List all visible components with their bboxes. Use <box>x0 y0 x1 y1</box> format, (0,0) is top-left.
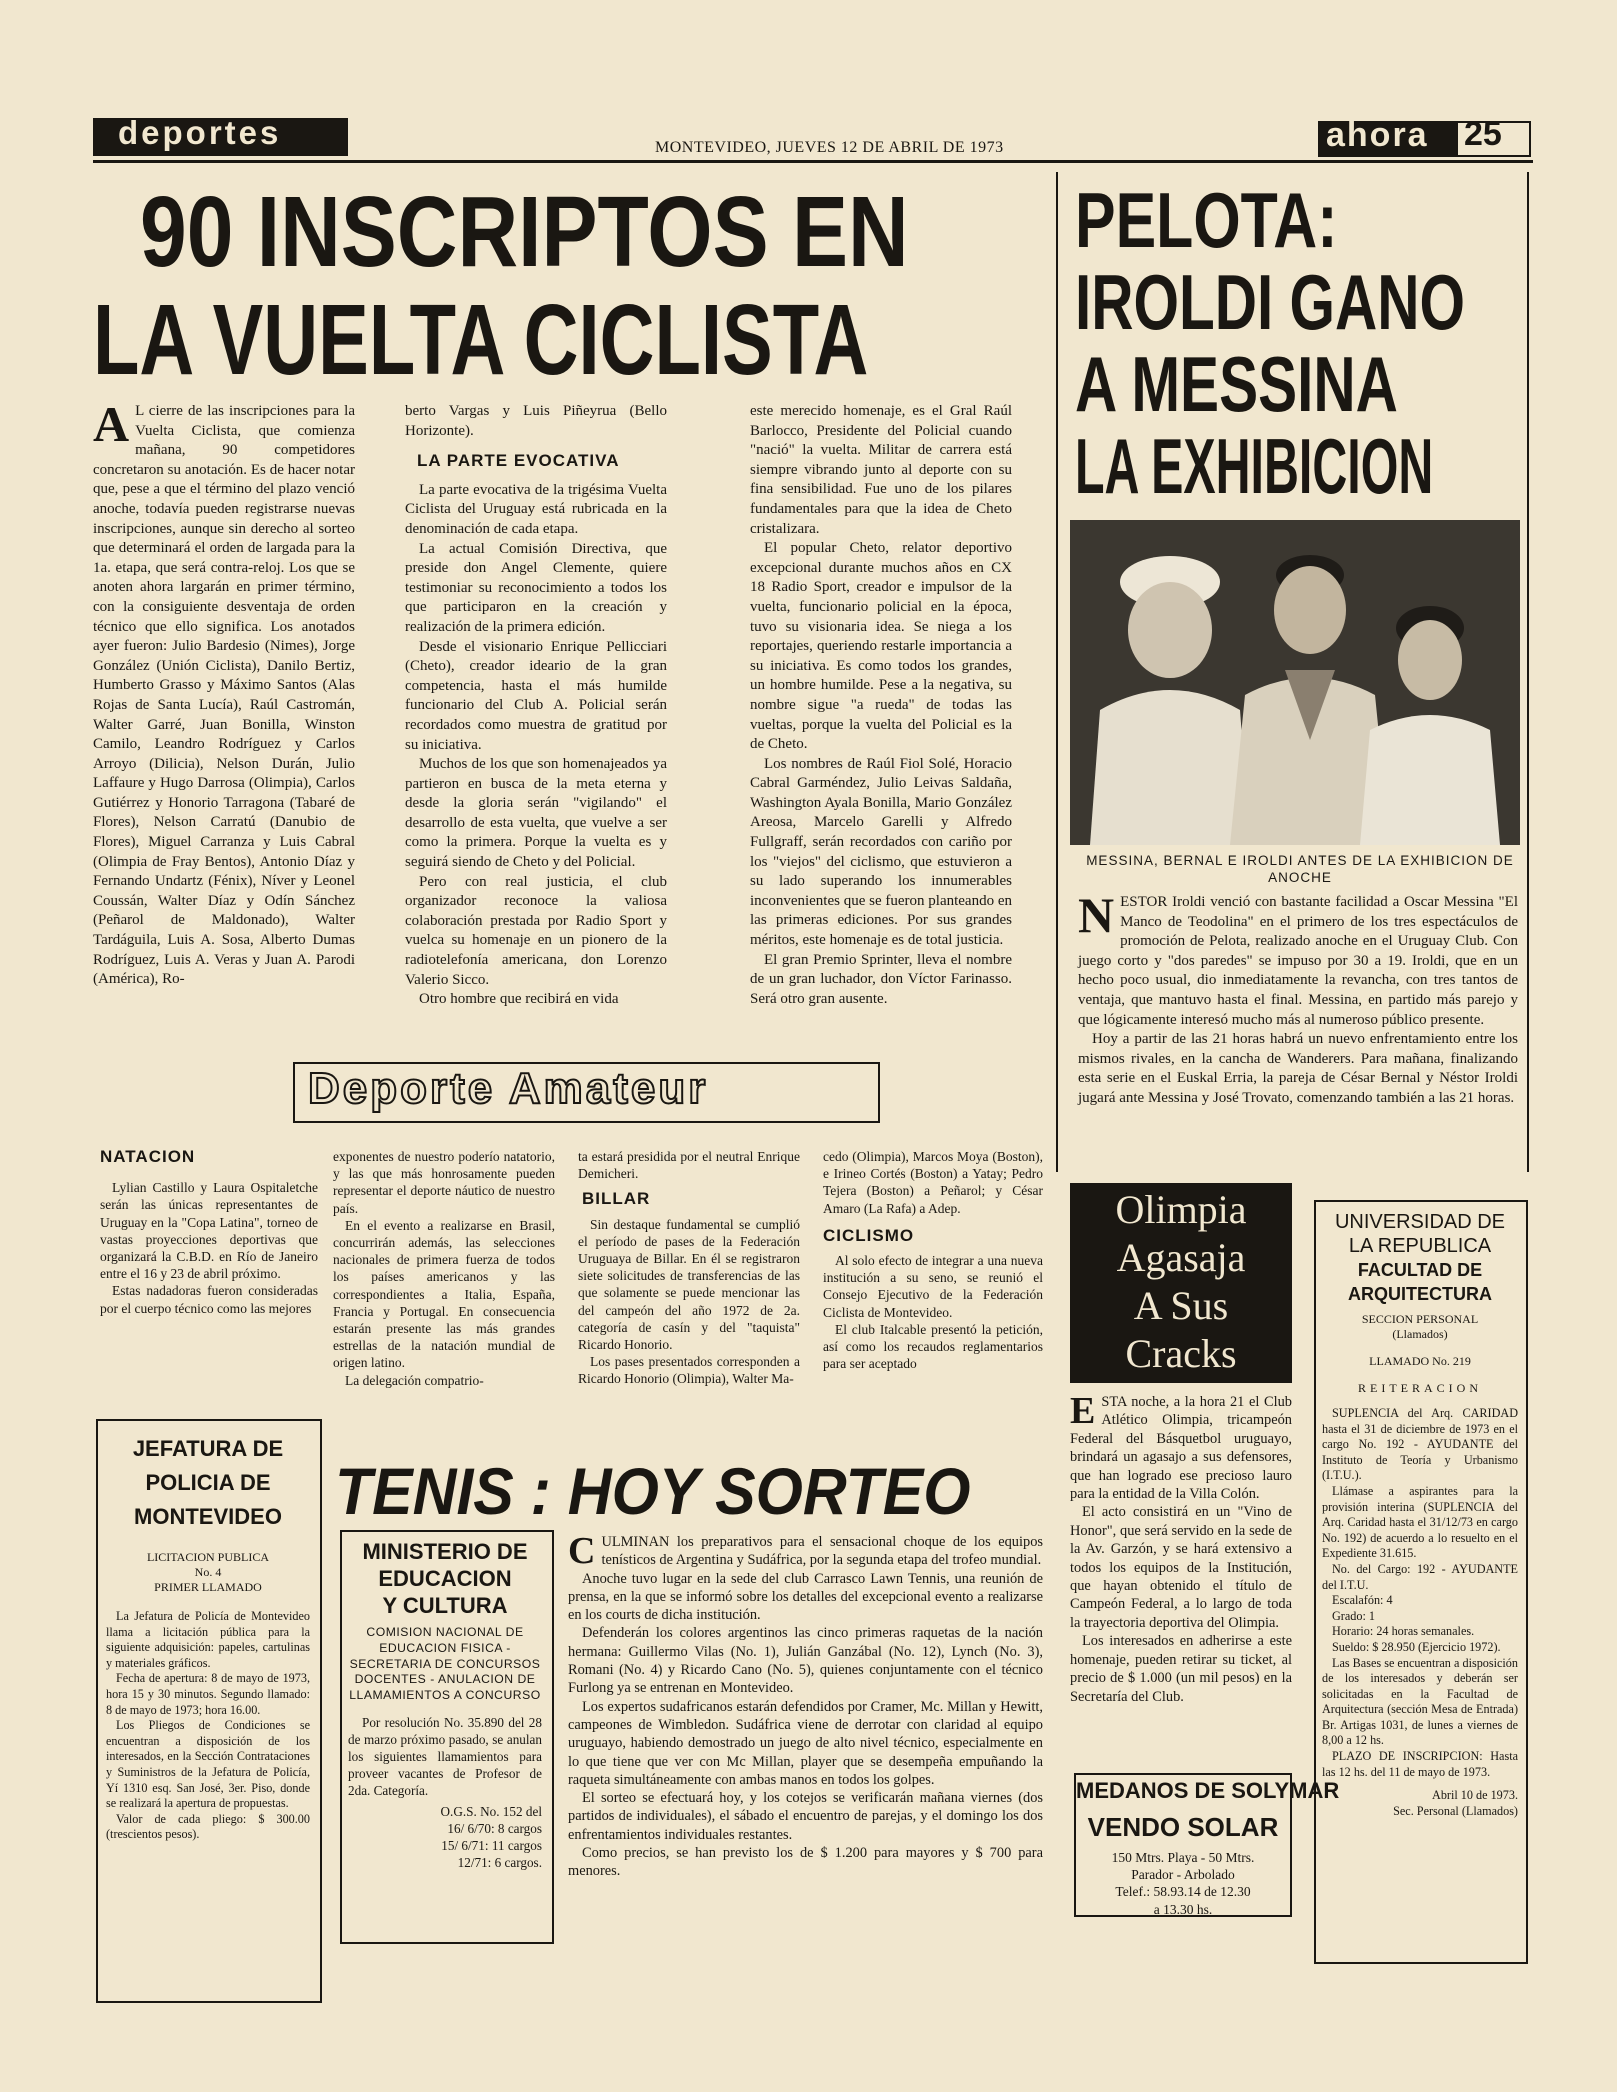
solymar-line: Parador - Arbolado <box>1131 1867 1235 1883</box>
tenis-body <box>568 1530 1043 1881</box>
paragraph: La Jefatura de Policía de Montevideo llama a licitación pública para la siguiente adquisición: papeles, cartulinas y materiales gráficos. <box>106 1609 310 1670</box>
jefatura-title: JEFATURA DE <box>132 1436 284 1461</box>
natacion-title: NATACION <box>100 1147 196 1166</box>
paragraph: El club Italcable presentó la petición, así como los recaudos reglamentarios para ser aceptado <box>823 1321 1043 1372</box>
dateline: MONTEVIDEO, JUEVES 12 DE ABRIL DE 1973 <box>655 139 1004 156</box>
paragraph: Como precios, se han previsto los de $ 1.200 para mayores y $ 700 para menores. <box>568 1845 1043 1880</box>
ministerio-row: 15/ 6/71: 11 cargos <box>441 1837 542 1853</box>
paragraph: este merecido homenaje, es el Gral Raúl Barlocco, Presidente del Policial cuando "nació" la vuelta. Militar de carrera está siempre vibrando junto al deporte con su fina sensibilidad. Fue uno de los pilares fundamentales para que la idea de Cheto cristalizara. <box>750 403 1012 537</box>
cycling-column-2 <box>405 402 667 1010</box>
paragraph: cedo (Olimpia), Marcos Moya (Boston), e Irineo Cortés (Boston) a Yatay; Pedro Tejera (Boston) a Peñarol; y César Amaro (La Rafa) a Adep. <box>823 1149 1043 1216</box>
section-label-text: deportes <box>118 114 282 151</box>
paragraph: Fecha de apertura: 8 de mayo de 1973, hora 15 y 30 minutos. Segundo llamado: 8 de mayo de 1973; hora 16.00. <box>106 1671 310 1717</box>
subhead: LA PARTE EVOCATIVA <box>417 451 620 471</box>
ministerio-title: Y CULTURA <box>382 1593 508 1618</box>
headline-line-1: 90 INSCRIPTOS EN <box>140 176 909 288</box>
pelota-headline-2: IROLDI GANO <box>1075 258 1465 346</box>
paragraph: ESTOR Iroldi venció con bastante facilidad a Oscar Messina "El Manco de Teodolina" en el primero de los tres espectáculos de promoción de Pelota, realizado anoche en el Uruguay Club. Con juego corto y "dos paredes" se impuso por 30 a 19. Iroldi, que en un hecho poco usual, dio inmediatamente la revancha, con tres tantos de ventaja, que mantuvo hasta el final. Messina, en partido más parejo y que lógicamente interesó mucho más al numeroso público presente. <box>1078 894 1518 1028</box>
paragraph: Los nombres de Raúl Fiol Solé, Horacio Cabral Garméndez, Julio Leivas Saldaña, Washington Ayala Bonilla, Mario González Areosa, Marcelo Garelli y Alfredo Fullgraff, serán recordados con cariño por los "viejos" del ciclismo, que estuvieron a su lado superando los innumerables inconvenientes que se fueron planteando en las primeras ediciones. Por sus grandes méritos, este homenaje es de total justicia. <box>750 755 1012 949</box>
paragraph: ULMINAN los preparativos para el sensacional choque de los equipos tenísticos de Argentina y Sudáfrica, por la segunda etapa del trofeo mundial. <box>601 1534 1043 1569</box>
universidad-line: FACULTAD DE <box>1357 1260 1483 1280</box>
paragraph: El popular Cheto, relator deportivo excepcional durante muchos años en CX 18 Radio Sport, creador e impulsor de la vuelta, funcionario policial en la época, tuvo su visionaria idea. Se niega a los reportajes, queriendo restarle importancia a su iniciativa. Es como todos los grandes, un hombre humilde. Pese a la negativa, su nombre sigue "a rueda" de todas las vueltas, porque la vuelta del Policial es la de Cheto. <box>750 540 1012 753</box>
olimpia-title <box>1070 1186 1292 1378</box>
olimpia-title-3: A Sus <box>1133 1283 1229 1328</box>
drop-cap: E <box>1070 1390 1096 1432</box>
paragraph: SUPLENCIA del Arq. CARIDAD hasta el 31 de diciembre de 1973 en el cargo No. 192 - AYUDANTE del Instituto de Teoría y Urbanismo (I.T.U.). <box>1322 1406 1518 1483</box>
column-rule <box>1527 172 1529 1172</box>
paragraph: En el evento a realizarse en Brasil, concurrirán además, las selecciones nacionales de primera fuerza de todos los países americanos y las correspondientes a Italia, España, Francia y Portugal. En consecuencia estarán presente las más grandes estrellas de la natación mundial de origen latino. <box>333 1217 555 1371</box>
amateur-column-4 <box>823 1148 1043 1372</box>
notice-signature: Sec. Personal (Llamados) <box>1393 1803 1518 1818</box>
paragraph: Las Bases se encuentran a disposición de los interesados y deberán ser solicitadas en la Facultad de Arquitectura (sección Mesa de Entrada) Br. Artigas 1031, de lunes a viernes de 8,00 a 12 hs. <box>1322 1655 1518 1748</box>
ministerio-subtitle: COMISION NACIONAL DE EDUCACION FISICA - SECRETARIA DE CONCURSOS DOCENTES - ANULACION DE LLAMAMIENTOS A CONCURSO <box>349 1625 541 1703</box>
olimpia-body <box>1070 1390 1292 1706</box>
paragraph: ta estará presidida por el neutral Enrique Demicheri. <box>578 1149 800 1182</box>
universidad-line: SECCION PERSONAL <box>1361 1312 1479 1326</box>
drop-cap: A <box>93 396 130 452</box>
pelota-body <box>1078 887 1518 1109</box>
cycling-column-1 <box>93 396 355 990</box>
solymar-line: 150 Mtrs. Playa - 50 Mtrs. <box>1111 1850 1255 1865</box>
jefatura-title: MONTEVIDEO <box>134 1504 282 1529</box>
paragraph: Al solo efecto de integrar a una nueva institución a su seno, se reunió el Consejo Ejecutivo de la Federación Ciclista de Montevideo. <box>823 1253 1043 1320</box>
ministerio-row: O.G.S. No. 152 del <box>440 1803 542 1819</box>
paragraph: El sorteo se efectuará hoy, y los cotejos se verificarán mañana viernes (dos partidos de individuales), el sábado el encuentro de parejas, y el domingo los dos enfrentamientos individuales restantes. <box>568 1790 1043 1843</box>
paragraph: Grado: 1 <box>1332 1608 1375 1623</box>
olimpia-title-1: Olimpia <box>1115 1187 1247 1232</box>
paragraph: Anoche tuvo lugar en la sede del club Carrasco Lawn Tennis, una reunión de prensa, en la que se informó sobre los detalles del excepcional evento a realizarse en los courts de dicha institución. <box>568 1570 1043 1624</box>
paragraph: Los pases presentados corresponden a Ricardo Honorio (Olimpia), Walter Ma- <box>578 1354 800 1387</box>
cycling-col2-lead: berto Vargas y Luis Piñeyrua (Bello Horizonte). <box>405 403 667 439</box>
jefatura-sub: LICITACION PUBLICA <box>146 1550 270 1564</box>
pelota-headline-3: A MESSINA <box>1075 340 1398 428</box>
ministerio-title: MINISTERIO DE <box>362 1539 528 1564</box>
photo-illustration <box>1070 520 1520 845</box>
paragraph: Estas nadadoras fueron consideradas por el cuerpo técnico como las mejores <box>100 1283 318 1316</box>
photo-caption: MESSINA, BERNAL E IROLDI ANTES DE LA EXHIBICION DE ANOCHE <box>1086 853 1514 886</box>
paragraph: Los expertos sudafricanos estarán defendidos por Cramer, Mc. Millan y Hewitt, campeones de Wimbledon. Sudáfrica viene de derrotar con claridad al equipo uruguayo, habiendo demostrado un juego de alto nivel técnico, especialmente en lo que tiene que ver con Mc Millan, player que se desempeña empuñando la raqueta simultáneamente con ambas manos en todos los golpes. <box>568 1698 1043 1788</box>
amateur-column-2 <box>333 1148 555 1389</box>
solymar-title: MEDANOS DE SOLYMAR <box>1076 1778 1340 1803</box>
pelota-headline-1: PELOTA: <box>1075 176 1338 264</box>
ministerio-title: EDUCACION <box>378 1566 512 1591</box>
paragraph: No. del Cargo: 192 - AYUDANTE del I.T.U. <box>1322 1561 1518 1592</box>
paragraph: La actual Comisión Directiva, que preside don Angel Clemente, quiere testimoniar su reconocimiento a todos los que participaron en la creación y realización de la primera edición. <box>405 540 667 635</box>
pelota-headline-4: LA EXHIBICION <box>1075 422 1434 510</box>
paragraph: El acto consistirá en un "Vino de Honor", que será servido en la sede de la Av. Garzón, y se hará extensivo a todos los equipos de la Institución, que hayan obtenido el título de Campeón Federal, a lo largo de toda la trayectoria deportiva del Olimpia. <box>1070 1504 1292 1631</box>
ministerio-row: 12/71: 6 cargos. <box>457 1854 542 1870</box>
paragraph: Otro hombre que recibirá en vida <box>419 991 619 1008</box>
header-rule <box>93 160 1533 163</box>
universidad-line: ARQUITECTURA <box>1348 1284 1492 1304</box>
drop-cap: N <box>1078 887 1115 943</box>
reiteracion-label: REITERACION <box>1358 1381 1482 1395</box>
tenis-headline <box>335 1456 970 1526</box>
solymar-subtitle: VENDO SOLAR <box>1087 1812 1279 1842</box>
universidad-line: UNIVERSIDAD DE <box>1334 1211 1506 1233</box>
paragraph: Lylian Castillo y Laura Ospitaletche serán las únicas representantes de Uruguay en la "Copa Latina", torneo de vastas proyecciones deportivas que organizará la C.B.D. en Río de Janeiro entre el 16 y 23 de abril próximo. <box>100 1180 318 1282</box>
cycling-col1-text: L cierre de las inscripciones para la Vuelta Ciclista, que comienza mañana, 90 competidores concretaron su anotación. Es de hacer notar que, pese a que el término del plazo venció anoche, todavía pueden registrarse nuevas inscripciones, aunque sin derecho al sorteo que determinará el orden de largada para la 1a. etapa, que será contra-reloj. Los que se anoten ahora largarán en primer término, con la consiguiente desventaja de orden técnico que ello significa. Los anotados ayer fueron: Julio Bardesio (Nimes), Jorge González (Unión Ciclista), Danilo Bertiz, Humberto Grasso y Máximo Santos (Alas Rojas de Santa Lucía), Raúl Castromán, Walter Garré, Juan Bonilla, Winston Camilo, Leandro Rodríguez y Carlos Arroyo (Dilicia), Nelson Durán, Julio Laffaure y Hugo Darrosa (Olimpia), Carlos Gutiérrez y Honorio Tarragona (Tabaré de Flores), Nelson Carratú (Danubio de Flores), Miguel Carranza y Luis Cabral (Olimpia de Fray Bentos), Antonio Díaz y Fernando Undartz (Fénix), Níver y Leonel Coussán, Walter Díaz y Odín Sánchez (Peñarol de Maldonado), Walter Tardáguila, Luis A. Sosa, Alberto Dumas Rodríguez, Luis A. Veras y Juan A. Parodi (América), Ro- <box>93 403 355 988</box>
universidad-content <box>1322 1210 1518 1819</box>
ciclismo-title: CICLISMO <box>823 1225 915 1245</box>
llamado-number: LLAMADO No. 219 <box>1369 1354 1471 1368</box>
amateur-column-1 <box>100 1148 318 1317</box>
paragraph: Hoy a partir de las 21 horas habrá un nuevo enfrentamiento entre los mismos rivales, en la cancha de Wanderers. Para mañana, finalizando esta serie en el Euskal Erria, la pareja de César Bernal y Néstor Iroldi jugará ante Messina y José Trovato, comenzando también a las 21 horas. <box>1078 1031 1518 1106</box>
solymar-line: a 13.30 hs. <box>1153 1901 1213 1917</box>
jefatura-content <box>106 1432 310 1843</box>
paragraph: Pero con real justicia, el club organizador reconoce la valiosa colaboración prestada por Radio Sport y vuelca su homenaje en un pionero de la radiotelefonía americana, don Lorenzo Valerio Sicco. <box>405 873 667 988</box>
billar-title: BILLAR <box>582 1189 651 1209</box>
jefatura-sub: No. 4 <box>194 1565 222 1579</box>
paragraph: exponentes de nuestro poderío natatorio, y las que más honrosamente pueden representar el deporte náutico de nuestro país. <box>333 1149 555 1216</box>
ministerio-row: 16/ 6/70: 8 cargos <box>447 1820 542 1836</box>
cycling-column-3 <box>750 402 1012 1009</box>
paragraph: Llámase a aspirantes para la provisión interina (SUPLENCIA del Arq. Caridad hasta el 31/12/73 en cargo No. 192) de acuerdo a lo resuelto en el Expediente 31.615. <box>1322 1483 1518 1561</box>
amateur-banner-text: Deporte Amateur <box>308 1064 709 1113</box>
paragraph: Sin destaque fundamental se cumplió el período de pases de la Federación Uruguaya de Billar. En él se registraron siete solicitudes de transferencias de las que solamente se puede mencionar las del campeón del año 1972 de 2a. categoría de casín y del "taquista" Ricardo Honorio. <box>578 1216 800 1353</box>
paragraph: Muchos de los que son homenajeados ya partieron en busca de la meta eterna y desde la gloria serán "vigilando" el desarrollo de esta vuelta, que vuelve a ser como la primera. Porque la vuelta es y seguirá siendo de Cheto y del Policial. <box>405 756 667 871</box>
paragraph: La parte evocativa de la trigésima Vuelta Ciclista del Uruguay está rubricada en la denominación de cada etapa. <box>405 481 667 537</box>
paragraph: Escalafón: 4 <box>1332 1593 1393 1608</box>
solymar-ad-content <box>1076 1778 1340 1918</box>
paragraph: Desde el visionario Enrique Pellicciari (Cheto), creador ideario de la gran competencia, hasta el más humilde funcionario del Club A. Policial serán recordados como muestra de gratitud por su iniciativa. <box>405 638 667 753</box>
headline-line-2: LA VUELTA CICLISTA <box>93 284 869 396</box>
ministerio-content <box>348 1538 542 1871</box>
paragraph: La delegación compatrio- <box>345 1372 484 1388</box>
paragraph: Los Pliegos de Condiciones se encuentran a disposición de los interesados, en la Sección Contrataciones y Suministros de la Jefatura de Policía, Yí 1310 esq. San José, 3er. Piso, donde se realizará la apertura de propuestas. <box>106 1718 310 1811</box>
universidad-line: LA REPUBLICA <box>1348 1235 1492 1257</box>
column-rule <box>1056 172 1058 1172</box>
paragraph: Valor de cada pliego: $ 300.00 (trescientos pesos). <box>106 1811 310 1842</box>
paragraph: Horario: 24 horas semanales. <box>1332 1624 1475 1639</box>
paragraph: Sueldo: $ 28.950 (Ejercicio 1972). <box>1332 1639 1501 1654</box>
paragraph: Los interesados en adherirse a este homenaje, pueden retirar su ticket, al precio de $ 1.000 (un mil pesos) en la Secretaría del Club. <box>1070 1633 1292 1705</box>
jefatura-title: POLICIA DE <box>145 1470 271 1495</box>
olimpia-title-2: Agasaja <box>1116 1235 1246 1280</box>
drop-cap: C <box>568 1530 596 1572</box>
paragraph: El gran Premio Sprinter, lleva el nombre de un gran luchador, don Víctor Farinasso. Será otro gran ausente. <box>750 951 1012 1007</box>
universidad-line: (Llamados) <box>1392 1327 1448 1341</box>
photo-players <box>1070 520 1520 845</box>
paragraph: STA noche, a la hora 21 el Club Atlético Olimpia, tricampeón Federal del Básquetbol uruguayo, brindará un agasajo a sus defensores, que han logrado ese precioso lauro para la entidad de la Villa Colón. <box>1070 1394 1292 1503</box>
solymar-phone: Telef.: 58.93.14 de 12.30 <box>1115 1884 1251 1900</box>
amateur-column-3 <box>578 1148 800 1388</box>
olimpia-title-4: Cracks <box>1125 1331 1237 1376</box>
paragraph: Por resolución No. 35.890 del 28 de marzo próximo pasado, se anulan los siguientes llamamientos para proveer vacantes de Profesor de 2da. Categoría. <box>348 1714 542 1798</box>
paragraph: PLAZO DE INSCRIPCION: Hasta las 12 hs. del 11 de mayo de 1973. <box>1322 1749 1518 1779</box>
tenis-headline-text: TENIS : HOY SORTEO <box>335 1454 971 1528</box>
paper-logo-text: ahora <box>1326 116 1429 154</box>
page-number-text: 25 <box>1464 115 1502 153</box>
paragraph: Defenderán los colores argentinos las cinco primeras raquetas de la nación hermana: Guillermo Vilas (No. 1), Julián Ganzábal (No. 12), Lynch (No. 3), Romani (No. 4) y Ricardo Cano (No. 5), quienes conjuntamente con el técnico Furlong ya se entrenan en Montevideo. <box>568 1625 1043 1697</box>
jefatura-sub: PRIMER LLAMADO <box>154 1580 262 1594</box>
notice-date: Abril 10 de 1973. <box>1432 1788 1518 1803</box>
